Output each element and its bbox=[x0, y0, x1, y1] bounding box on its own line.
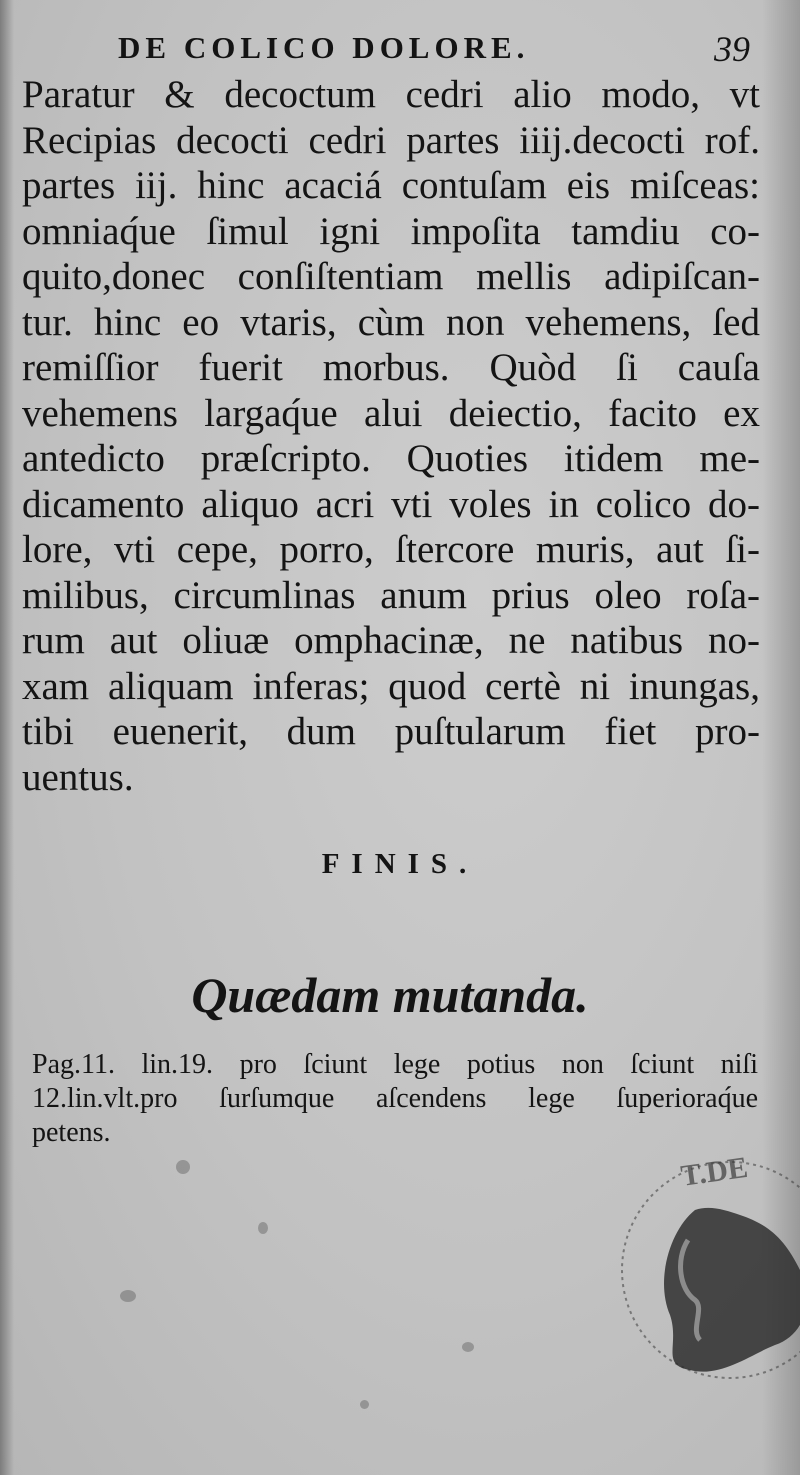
running-title: DE COLICO DOLORE. bbox=[118, 30, 530, 65]
body-text bbox=[22, 72, 760, 800]
stamp-lettering: T.DE bbox=[678, 1150, 750, 1193]
paper-speck bbox=[360, 1400, 369, 1409]
page-header bbox=[118, 30, 778, 70]
text-line: quito,donec conſiſtentiam mellis adipiſcan- bbox=[22, 255, 760, 298]
text-line: rum aut oliuæ omphacinæ, ne natibus no- bbox=[22, 619, 760, 662]
finis-heading: FINIS. bbox=[321, 848, 479, 880]
page-gutter-shadow bbox=[0, 0, 14, 1475]
paper-speck bbox=[176, 1160, 190, 1174]
page-number: 39 bbox=[714, 29, 750, 69]
library-stamp bbox=[600, 1140, 800, 1380]
text-line: partes iij. hinc acaciá contuſam eis miſceas: bbox=[22, 164, 760, 207]
text-line: antedicto præſcripto. Quoties itidem me- bbox=[22, 437, 760, 480]
text-line: lore, vti cepe, porro, ſtercore muris, aut ſi- bbox=[22, 528, 760, 571]
text-line: milibus, circumlinas anum prius oleo roſa- bbox=[22, 573, 760, 617]
text-line: tur. hinc eo vtaris, cùm non vehemens, ſed bbox=[22, 300, 760, 344]
errata-line: Pag.11. lin.19. pro ſciunt lege potius non ſciunt niſi bbox=[32, 1049, 758, 1080]
errata-line: petens. bbox=[32, 1117, 111, 1148]
errata-title: Quædam mutanda. bbox=[191, 967, 589, 1023]
text-line: xam aliquam inferas; quod certè ni inungas, bbox=[22, 664, 760, 708]
text-line: omniaq́ue ſimul igni impoſita tamdiu co- bbox=[22, 209, 760, 253]
text-line: Paratur & decoctum cedri alio modo, vt bbox=[22, 73, 760, 116]
paper-speck bbox=[462, 1342, 474, 1352]
paper-speck bbox=[258, 1222, 268, 1234]
text-line: dicamento aliquo acri vti voles in colico do- bbox=[22, 482, 760, 526]
errata-line: 12.lin.vlt.pro ſurſumque aſcendens lege ſuperioraq́ue bbox=[32, 1083, 758, 1114]
text-line: remiſſior fuerit morbus. Quòd ſi cauſa bbox=[22, 346, 760, 389]
text-line: Recipias decocti cedri partes iiij.decocti rof. bbox=[22, 118, 760, 162]
text-line: tibi euenerit, dum puſtularum fiet pro- bbox=[22, 710, 760, 753]
text-line: uentus. bbox=[22, 755, 134, 799]
errata-list bbox=[32, 1048, 758, 1150]
text-line: vehemens largaq́ue alui deiectio, facito ex bbox=[22, 391, 760, 435]
paper-speck bbox=[120, 1290, 136, 1302]
